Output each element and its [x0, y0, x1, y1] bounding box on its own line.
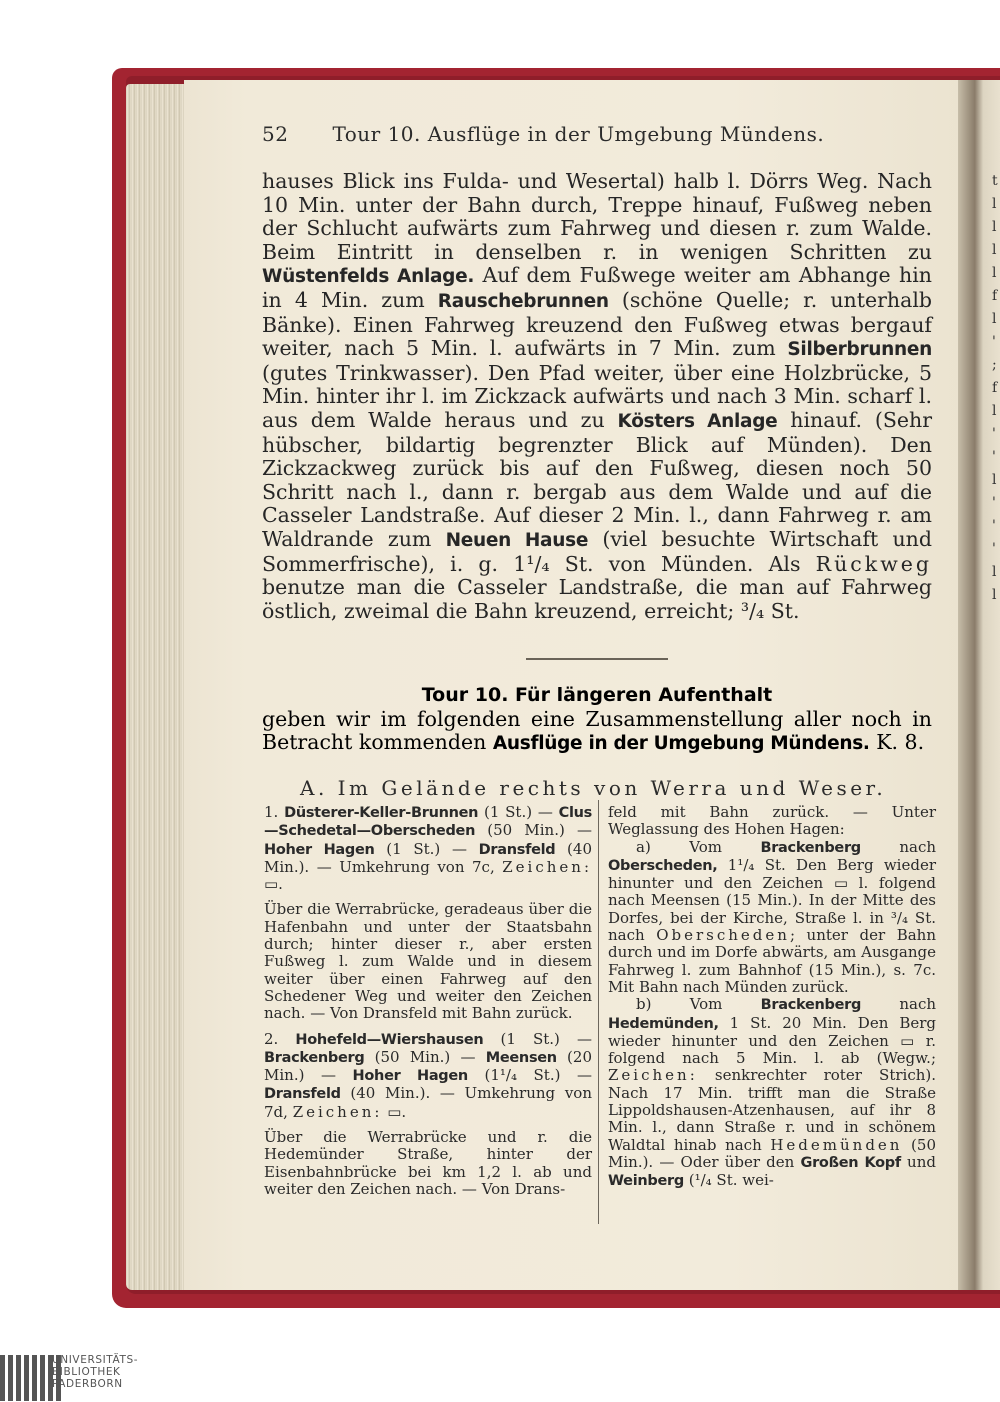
text-run: b) Vom [636, 995, 761, 1014]
text-run: (viel besuchte Wirtschaft und Sommerfrische), i. g. 1¹/₄ St. von Münden. Als [262, 526, 932, 576]
bold-term: Dransfeld [264, 1086, 341, 1103]
text-run: hauses Blick ins Fulda- und Wesertal) halb l. Dörrs Weg. Nach 10 Min. unter der Bahn durch, Treppe hinauf, Fußweg neben der Schlucht aufwärts zum Fahrweg und diesen r. zum Walde. Beim Eintritt in denselben r. in wenigen Schritten zu [262, 169, 932, 264]
text-run: (40 Min.). — Umkehrung von 7c, [264, 839, 592, 876]
spaced-term: Rückweg [815, 551, 932, 576]
text-run: (schöne Quelle; r. unterhalb Bänke). Einen Fahrweg kreuzend den Fußweg etwas bergauf weiter, nach 5 Min. l. aufwärts in 7 Min. zum [262, 287, 932, 361]
column-paragraph [608, 839, 936, 997]
bold-term: Rauschebrunnen [437, 290, 609, 312]
bold-term: Düsterer-Keller-Brunnen [284, 805, 479, 821]
column-paragraph [608, 996, 936, 1190]
text-run: geben wir im folgenden eine Zusammenstellung aller noch in Betracht kommenden [262, 706, 932, 755]
edge-mark: ' [992, 541, 996, 557]
section-heading: A. Im Gelände rechts von Werra und Weser. [300, 776, 887, 800]
edge-mark: ' [992, 449, 996, 465]
text-run: (1 St.) — [374, 839, 479, 858]
edge-mark: f [992, 288, 998, 304]
text-run: K. 8. [869, 730, 925, 755]
library-logo [0, 1353, 200, 1402]
bold-term: Meensen [485, 1049, 557, 1066]
edge-mark: ' [992, 518, 996, 534]
spaced-term: Hedemünden [770, 1135, 903, 1154]
spaced-term: Zeichen: [292, 1102, 383, 1121]
text-run: Auf dem Fußwege weiter am Abhange hin in 4 Min. zum [262, 263, 932, 312]
text-run: hinauf. (Sehr hübscher, bildartig begrenzter Blick auf Münden). Den Zickzackweg zurück bis auf den Fußweg, diesen noch 50 Schritt nach l., dann r. bergab aus dem Walde und auf die Casseler Landstraße. Auf dieser 2 Min. l., dann Fahrweg r. am Waldrande zum [262, 407, 933, 551]
bold-term: Oberscheden, [608, 857, 718, 874]
bold-term: Weinberg [608, 1173, 684, 1190]
bold-term: Clus—Schedetal—Oberscheden [264, 805, 592, 840]
section-divider [526, 658, 668, 660]
tour-intro [262, 708, 932, 756]
running-head [262, 122, 942, 146]
text-run: (1 St.) — [478, 803, 559, 821]
tour-section [262, 684, 932, 756]
bold-term: Dransfeld [478, 841, 556, 858]
text-run: (40 Min.). — Umkehrung von 7d, [264, 1084, 592, 1121]
text-run: feld mit Bahn zurück. — Unter Weglassung des Hohen Hagen: [608, 803, 936, 839]
edge-mark: l [992, 196, 997, 212]
edge-mark: l [992, 311, 997, 327]
bold-term: Neuen Hause [445, 529, 589, 551]
column-paragraph [264, 1031, 592, 1121]
text-run: Über die Werrabrücke und r. die Hedemünder Straße, hinter der Eisenbahnbrücke bei km 1,2 l. ab und weiter den Zeichen nach. — Von Drans- [264, 1128, 592, 1198]
bold-term: Brackenberg [760, 997, 862, 1014]
page-number: 52 [262, 122, 289, 146]
bold-term: Hedemünden, [608, 1015, 719, 1032]
text-run: (50 Min.) — [475, 821, 592, 840]
edge-mark: ; [992, 357, 997, 373]
text-run: benutze man die Casseler Landstraße, die man auf Fahrweg östlich, zweimal die Bahn kreuzend, erreicht; ³/₄ St. [262, 575, 932, 623]
edge-mark: ' [992, 334, 996, 350]
column-divider [598, 800, 599, 1224]
text-run: Über die Werrabrücke, geradeaus über die Hafenbahn und unter der Staatsbahn durch; hinter dieser r., aber ersten Fußweg l. zum Walde und in diesem weiter über einen Fahrweg auf den Schedener Weg und weiter den Zeichen nach. — Von Dransfeld mit Bahn zurück. [264, 900, 592, 1023]
column-paragraph [264, 804, 592, 893]
text-run: ; unter der Bahn durch und im Dorfe abwärts, am Ausgange Fahrweg l. zum Bahnhof (15 Min.), s. 7c. Mit Bahn nach Münden zurück. [608, 926, 936, 996]
bold-term: Hoher Hagen [352, 1068, 468, 1085]
text-run: (1¹/₄ St.) — [467, 1066, 592, 1085]
edge-mark: l [992, 564, 997, 580]
text-run: senkrechter roter Strich). Nach 17 Min. trifft man die Straße Lippoldshausen-Atzenhausen, auf ihr 8 Min. l., dann Straße r. und in schönem Waldtal hinab nach [608, 1066, 936, 1154]
edge-mark: f [992, 380, 998, 396]
library-logo-text [52, 1354, 138, 1390]
bold-term: Ausflüge in der Umgebung Mündens. [492, 733, 870, 755]
edge-mark: l [992, 587, 997, 603]
running-title: Tour 10. Ausflüge in der Umgebung Mündens. [332, 122, 825, 146]
text-run: 1 St. 20 Min. Den Berg wieder hinunter und den Zeichen ▭ r. folgend nach 5 Min. l. ab (Wegw.; [608, 1013, 936, 1068]
bold-term: Kösters Anlage [617, 410, 778, 432]
text-run: (50 Min.) — [364, 1047, 486, 1066]
column-paragraph [264, 1129, 592, 1198]
text-run: ▭. [264, 875, 283, 894]
text-run: nach [860, 837, 937, 856]
text-run: (20 Min.) — [264, 1047, 592, 1085]
edge-mark: ' [992, 426, 996, 442]
spaced-term: Oberscheden [656, 926, 790, 945]
main-text [262, 170, 932, 623]
bold-term: Brackenberg [760, 839, 861, 856]
edge-mark: l [992, 472, 997, 488]
edge-mark: l [992, 265, 997, 281]
text-run: a) Vom [636, 837, 761, 856]
bold-term: Brackenberg [264, 1049, 365, 1066]
bold-term: Silberbrunnen [787, 339, 932, 361]
bold-term: Hoher Hagen [264, 841, 375, 858]
spaced-term: Zeichen: [608, 1066, 698, 1085]
bold-term: Großen Kopf [800, 1154, 901, 1171]
main-paragraph [262, 170, 932, 623]
text-run: und [900, 1152, 936, 1171]
text-run: ▭. [382, 1102, 407, 1121]
next-page-edge-marks [992, 170, 1000, 640]
text-run: nach [861, 995, 937, 1014]
text-run: 1. [264, 803, 285, 821]
edge-mark: l [992, 219, 997, 235]
tour-title: Tour 10. Für längeren Aufenthalt [421, 684, 773, 706]
text-run: 1¹/₄ St. Den Berg wieder hinunter und den Zeichen ▭ l. folgend nach Meensen (15 Min.). In der Mitte des Dorfes, bei der Kirche, Straße l. in ³/₄ St. nach [608, 855, 936, 945]
logo-line-1: UNIVERSITÄTS- [52, 1354, 139, 1366]
logo-line-2: BIBLIOTHEK [52, 1366, 121, 1378]
column-paragraph [608, 804, 936, 839]
bold-term: Hohefeld—Wiershausen [295, 1031, 484, 1048]
text-run: (50 Min.). — Oder über den [608, 1135, 936, 1171]
text-run: (¹/₄ St. wei- [683, 1171, 774, 1190]
right-column [608, 804, 936, 1191]
edge-mark: l [992, 403, 997, 419]
text-run: (1 St.) — [483, 1029, 592, 1048]
page-edges [126, 84, 186, 1290]
column-paragraph [264, 901, 592, 1022]
text-run: 2. [264, 1029, 296, 1048]
text-run: (gutes Trinkwasser). Den Pfad weiter, über eine Holzbrücke, 5 Min. hinter ihr l. im Zickzack aufwärts und nach 3 Min. scharf l. aus dem Walde heraus und zu [262, 360, 932, 432]
bold-term: Wüstenfelds Anlage. [262, 266, 475, 288]
edge-mark: t [992, 173, 998, 189]
edge-mark: l [992, 242, 997, 258]
logo-line-3: PADERBORN [52, 1378, 123, 1390]
left-column [264, 804, 592, 1198]
edge-mark: ' [992, 495, 996, 511]
spaced-term: Zeichen: [502, 857, 592, 876]
